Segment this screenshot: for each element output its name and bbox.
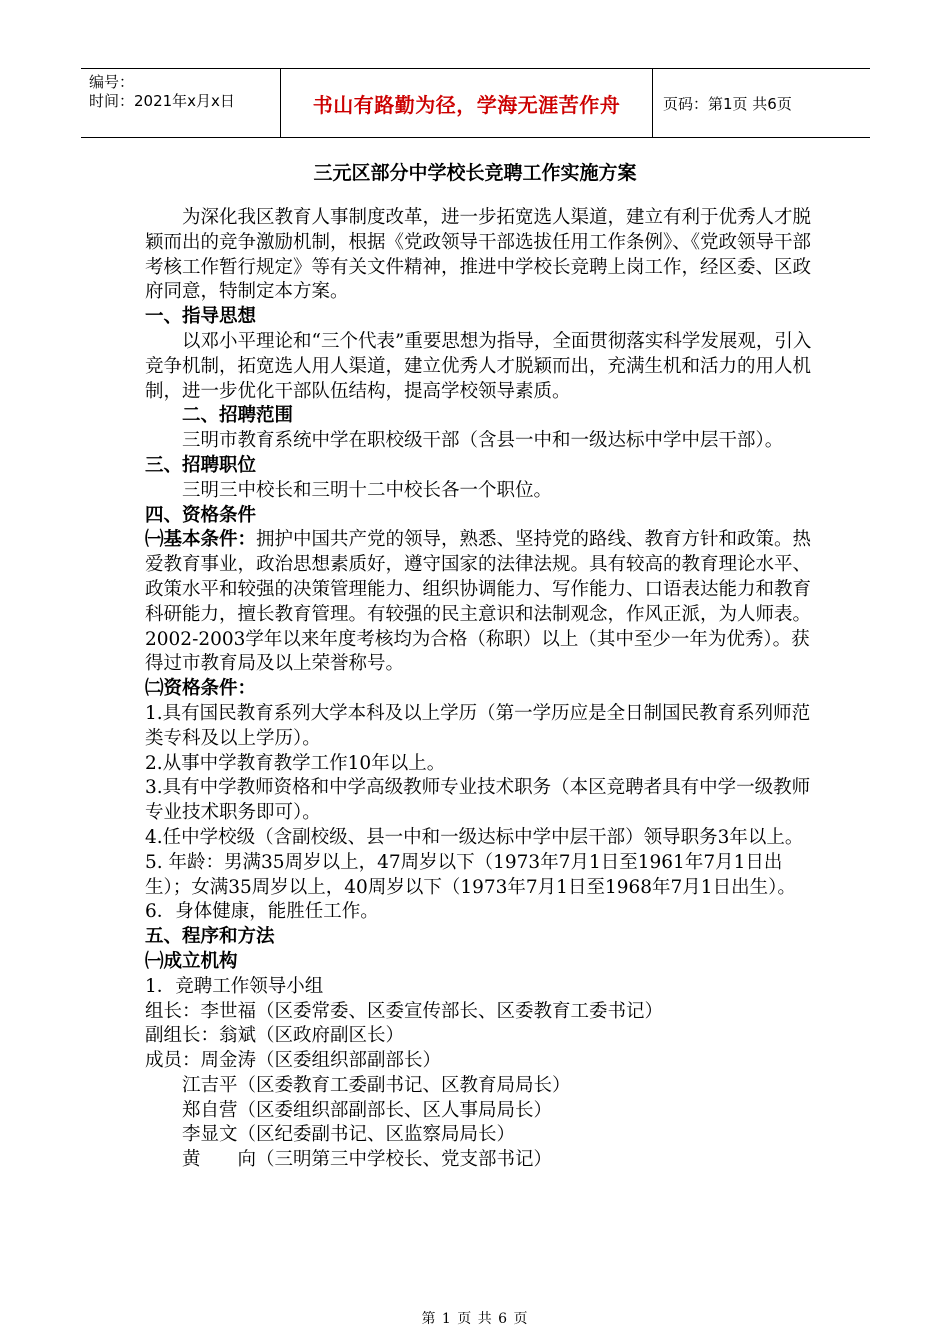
section-heading: 三、招聘职位 [145,454,257,476]
section-heading: 一、指导思想 [145,306,257,328]
document-date: 时间：2021年x月x日 [89,92,235,110]
intro-paragraph: 为深化我区教育人事制度改革，进一步拓宽选人渠道，建立有利于优秀人才脱颖而出的竞争激励机制，根据《党政领导干部选拔任用工作条例》、《党政领导干部考核工作暂行规定》等有关文件精神，推进中学校长竞聘上岗工作，经区委、区政府同意，特制定本方案。 [145,207,812,303]
basic-conditions-text: 拥护中国共产党的领导，熟悉、坚持党的路线、教育方针和政策。热爱教育事业，政治思想素质好，遵守国家的法律法规。具有较高的教育理论水平、政策水平和较强的决策管理能力、组织协调能力、写作能力、口语表达能力和教育科研能力，擅长教育管理。有较强的民主意识和法制观念，作风正派，为人师表。2002-2003学年以来年度考核均为合格（称职）以上（其中至少一年为优秀）。获得过市教育局及以上荣誉称号。 [145,529,812,675]
section-paragraph: 三明市教育系统中学在职校级干部（含县一中和一级达标中学中层干部）。 [182,430,784,452]
section-paragraph: 三明三中校长和三明十二中校长各一个职位。 [182,479,553,501]
group-member: 黄 向（三明第三中学校长、党支部书记） [182,1149,553,1171]
qualification-item: 3.具有中学教师资格和中学高级教师专业技术职务（本区竞聘者具有中学一级教师专业技术职务即可）。 [145,777,811,824]
header-meta [81,69,281,137]
document-title: 三元区部分中学校长竞聘工作实施方案 [313,162,637,184]
basic-conditions-paragraph [145,528,813,677]
section-paragraph: 以邓小平理论和“三个代表”重要思想为指导，全面贯彻落实科学发展观，引入竞争机制，拓宽选人用人渠道，建立优秀人才脱颖而出，充满生机和活力的用人机制，进一步优化干部队伍结构，提高学校领导素质。 [145,330,812,402]
qualification-item: 6．身体健康，能胜任工作。 [145,901,379,923]
document-body [145,206,813,1173]
qualification-item: 4.任中学校级（含副校级、县一中和一级达标中学中层干部）领导职务3年以上。 [145,826,804,848]
section-heading: 四、资格条件 [145,504,257,526]
group-member: 江吉平（区委教育工委副书记、区教育局局长） [182,1074,571,1096]
subsection-heading: ㈠成立机构 [145,950,238,972]
group-member: 李显文（区纪委副书记、区监察局局长） [182,1124,516,1146]
page-header [81,68,870,138]
list-item: 1．竞聘工作领导小组 [145,975,324,997]
document-number: 编号： [89,73,135,91]
qualification-label: ㈡资格条件： [145,678,257,700]
section-heading: 二、招聘范围 [182,405,294,427]
qualification-item: 2.从事中学教育教学工作10年以上。 [145,752,446,774]
group-leader: 组长：李世福（区委常委、区委宣传部长、区委教育工委书记） [145,1000,664,1022]
group-member: 成员：周金涛（区委组织部副部长） [145,1050,442,1072]
page-footer: 第 1 页 共 6 页 [421,1311,529,1327]
basic-conditions-label: ㈠基本条件： [145,529,257,551]
header-page-info: 页码：第1页 共6页 [663,94,792,113]
qualification-item: 5. 年龄：男满35周岁以上，47周岁以下（1973年7月1日至1961年7月1日出生）；女满35周岁以上，40周岁以下（1973年7月1日至1968年7月1日出生）。 [145,851,796,898]
section-heading: 五、程序和方法 [145,926,275,948]
qualification-item: 1.具有国民教育系列大学本科及以上学历（第一学历应是全日制国民教育系列师范类专科及以上学历）。 [145,702,811,749]
group-deputy: 副组长：翁斌（区政府副区长） [145,1025,405,1047]
group-member: 郑自营（区委组织部副部长、区人事局局长） [182,1099,553,1121]
header-motto: 书山有路勤为径，学海无涯苦作舟 [281,69,653,137]
